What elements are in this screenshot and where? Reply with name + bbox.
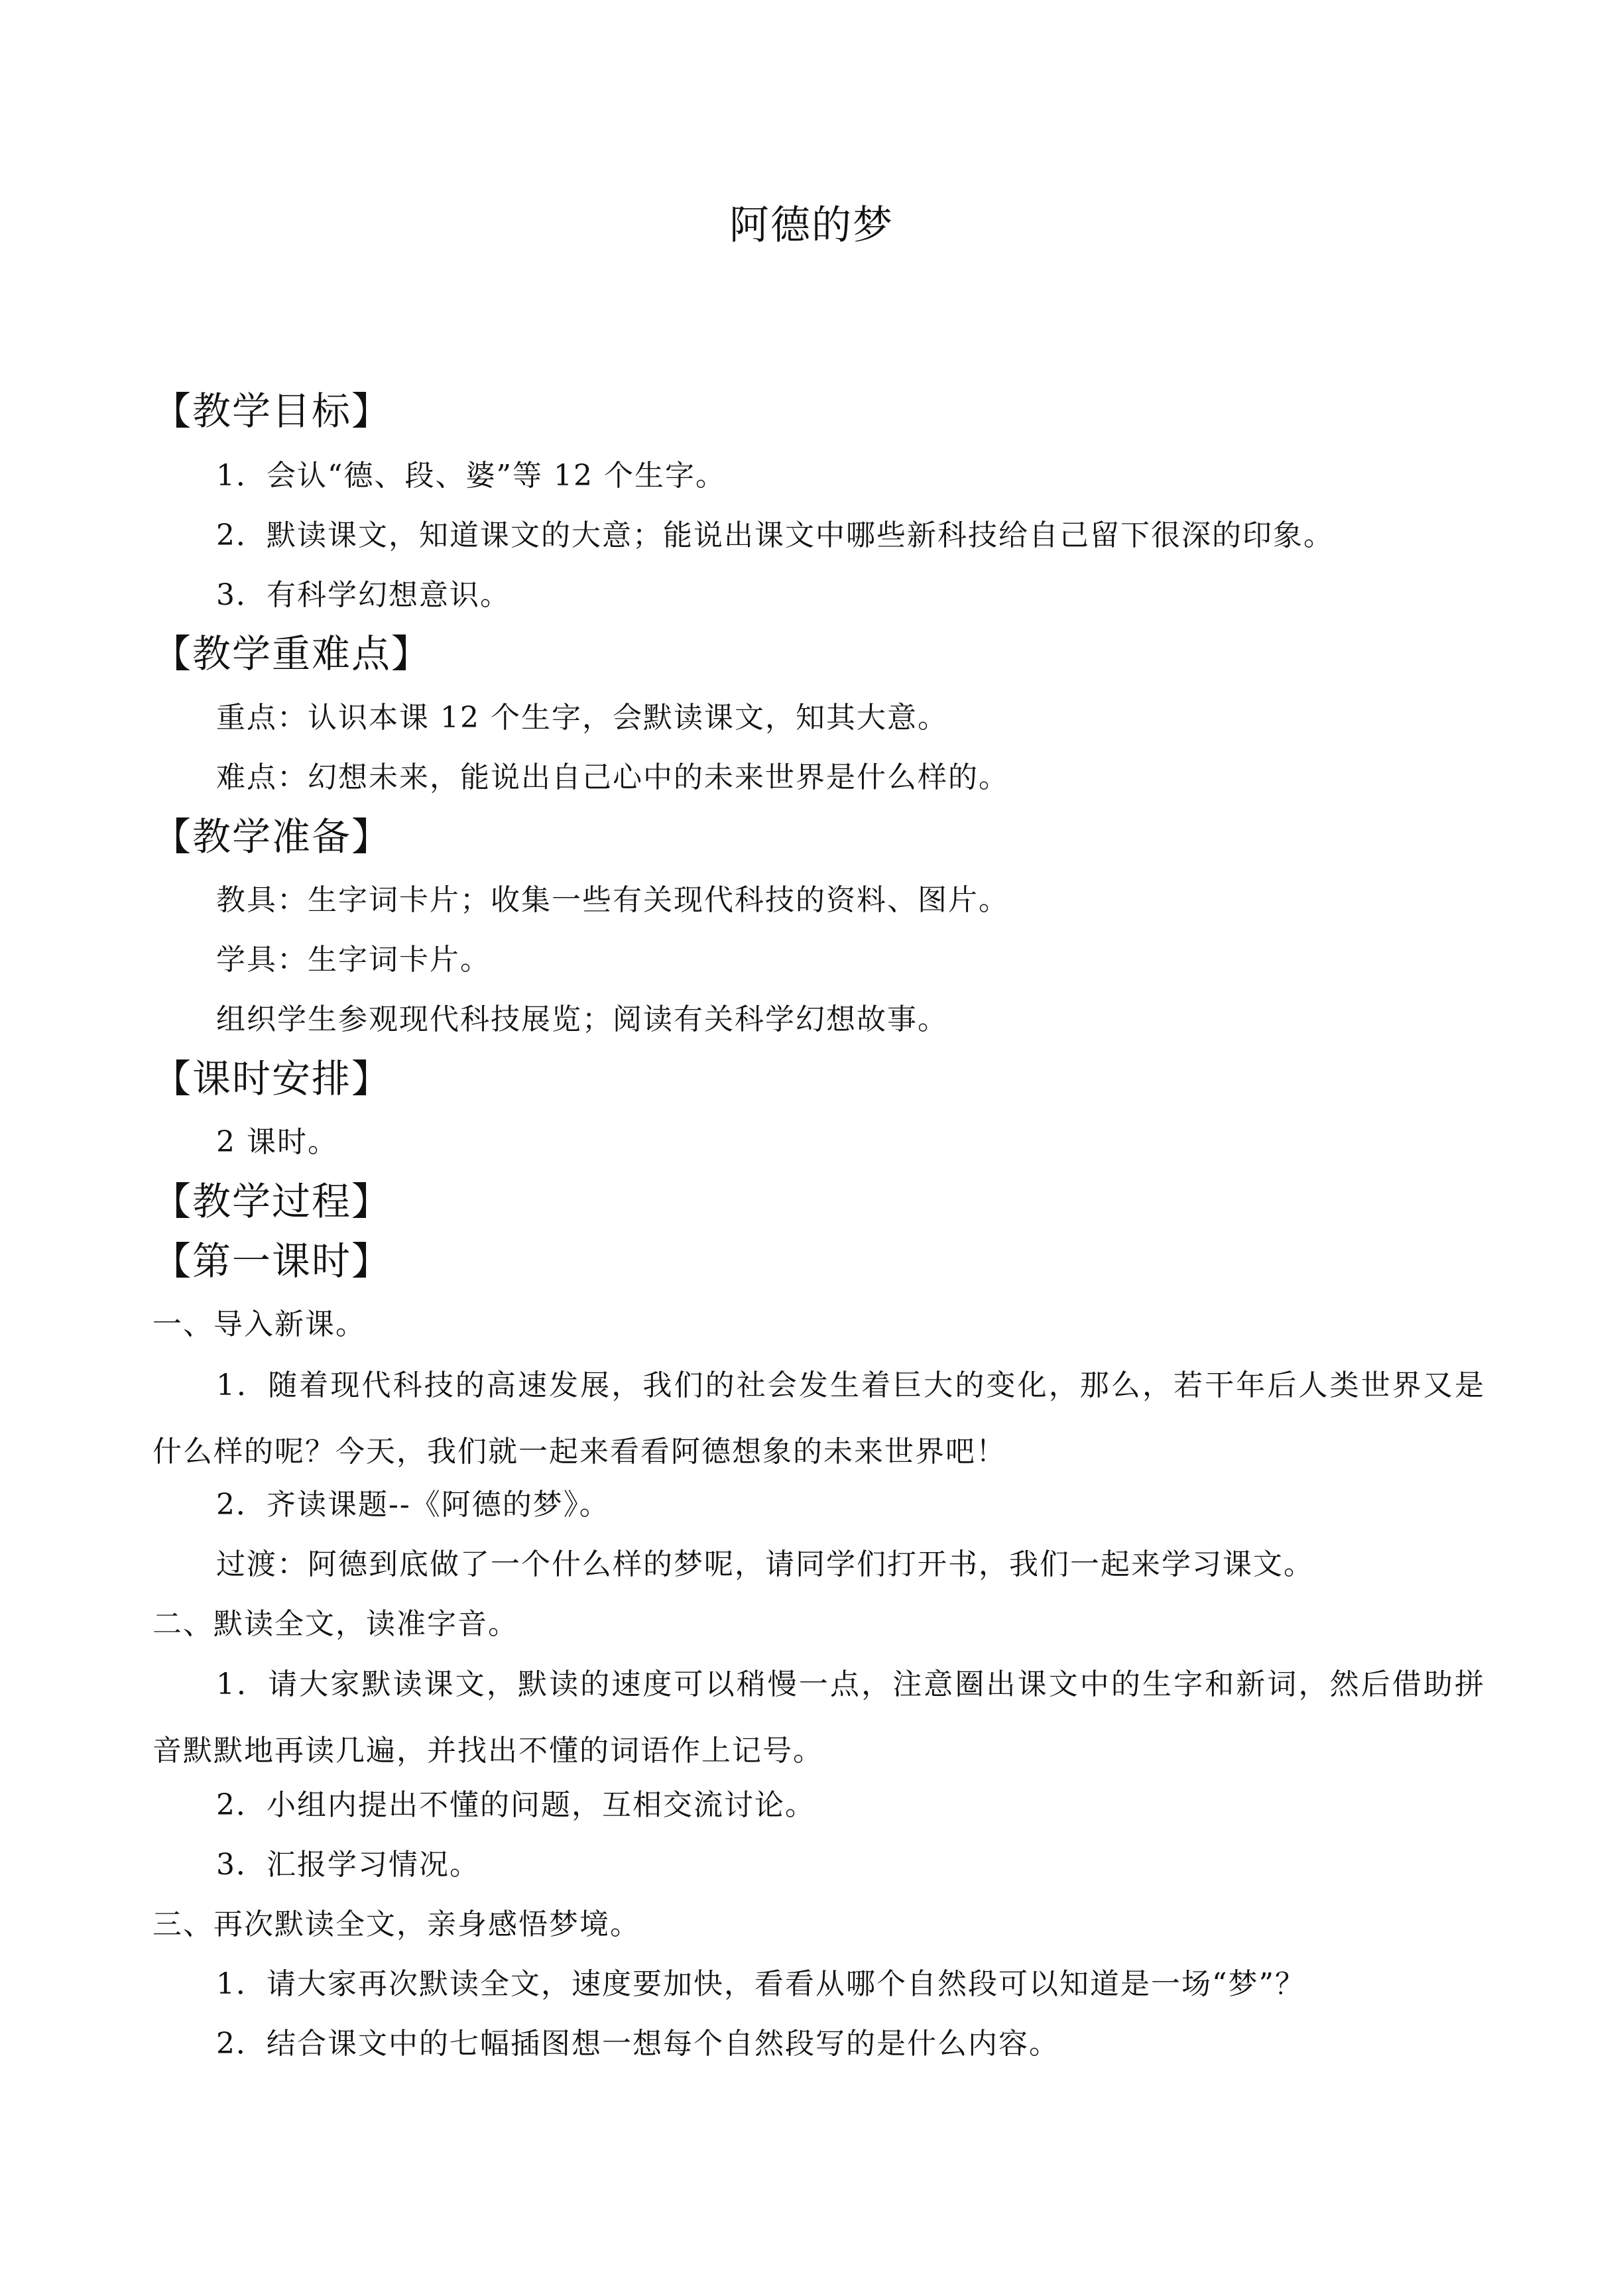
lesson1-part3-item-1: 1．请大家再次默读全文，速度要加快，看看从哪个自然段可以知道是一场“梦”？ [216, 1967, 1305, 2001]
lesson1-part2-item-3: 3．汇报学习情况。 [216, 1848, 480, 1882]
key-point-item-1: 重点：认识本课 12 个生字，会默读课文，知其大意。 [216, 701, 948, 735]
lesson1-part1-item-2: 2．齐读课题--《阿德的梦》。 [216, 1488, 610, 1522]
preparation-item-2: 学具：生字词卡片。 [216, 943, 491, 977]
schedule-heading: 【课时安排】 [152, 1056, 392, 1101]
lesson1-part2-item-1: 1．请大家默读课文，默读的速度可以稍慢一点，注意圈出课文中的生字和新词，然后借助拼音默默地再读几遍，并找出不懂的词语作上记号。 [152, 1667, 1485, 1768]
key-points-heading: 【教学重难点】 [152, 631, 432, 676]
process-heading: 【教学过程】 [152, 1179, 392, 1224]
lesson1-part3-title: 三、再次默读全文，亲身感悟梦境。 [152, 1907, 640, 1941]
preparation-item-1: 教具：生字词卡片；收集一些有关现代科技的资料、图片。 [216, 883, 1009, 917]
lesson1-part1-item-3: 过渡：阿德到底做了一个什么样的梦呢，请同学们打开书，我们一起来学习课文。 [216, 1547, 1314, 1581]
objective-item-3: 3．有科学幻想意识。 [216, 578, 511, 612]
preparation-heading: 【教学准备】 [152, 814, 392, 859]
lesson1-part1-title: 一、导入新课。 [152, 1307, 366, 1341]
document-title: 阿德的梦 [729, 202, 894, 249]
lesson1-heading: 【第一课时】 [152, 1239, 392, 1284]
preparation-item-3: 组织学生参观现代科技展览；阅读有关科学幻想故事。 [216, 1002, 948, 1036]
objective-item-2: 2．默读课文，知道课文的大意；能说出课文中哪些新科技给自己留下很深的印象。 [216, 518, 1334, 552]
schedule-item-1: 2 课时。 [216, 1125, 338, 1159]
key-point-item-2: 难点：幻想未来，能说出自己心中的未来世界是什么样的。 [216, 760, 1009, 794]
lesson1-part2-item-2: 2．小组内提出不懂的问题，互相交流讨论。 [216, 1788, 815, 1822]
lesson1-part3-item-2: 2．结合课文中的七幅插图想一想每个自然段写的是什么内容。 [216, 2027, 1059, 2061]
objective-item-1: 1．会认“德、段、婆”等 12 个生字。 [216, 459, 726, 493]
lesson1-part2-title: 二、默读全文，读准字音。 [152, 1607, 518, 1641]
objectives-heading: 【教学目标】 [152, 389, 392, 434]
lesson1-part1-item-1: 1．随着现代科技的高速发展，我们的社会发生着巨大的变化，那么，若干年后人类世界又是什么样的呢？今天，我们就一起来看看阿德想象的未来世界吧！ [152, 1368, 1485, 1469]
